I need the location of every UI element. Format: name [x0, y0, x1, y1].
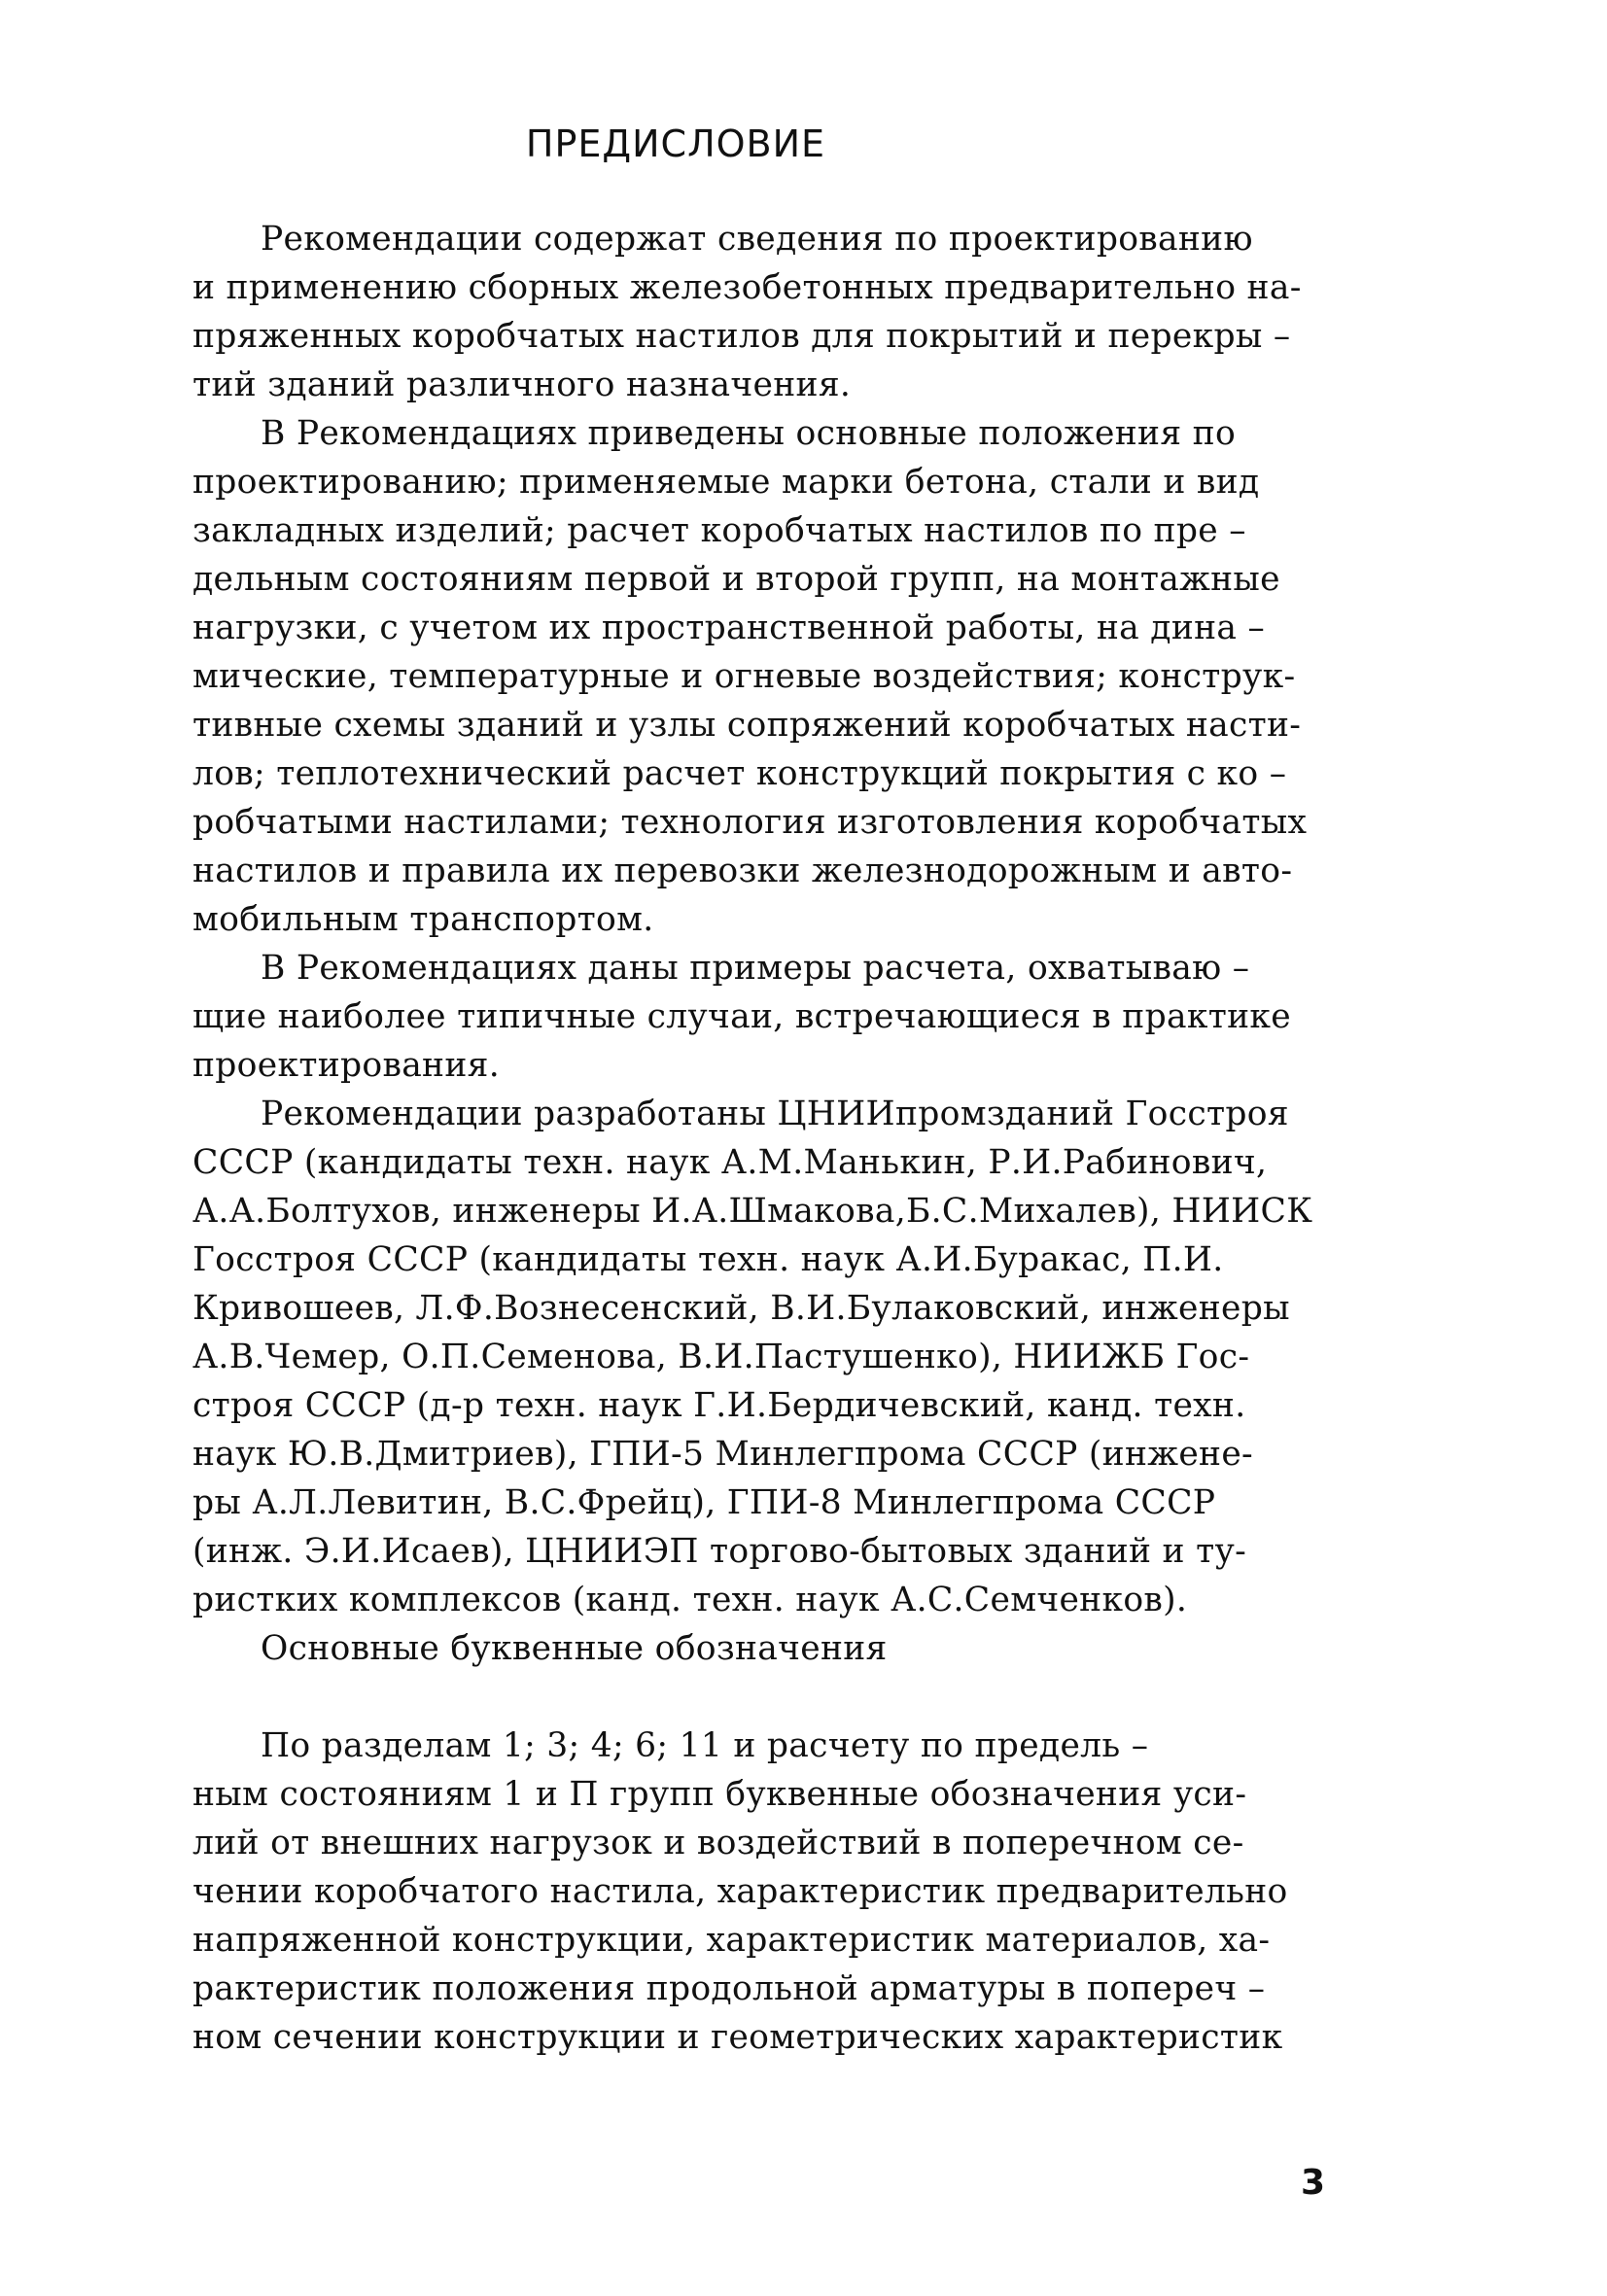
text-line: лий от внешних нагрузок и воздействий в поперечном се-: [192, 1824, 1244, 1862]
text-line: мические, температурные и огневые воздействия; конструк-: [192, 657, 1296, 696]
text-line: проектирования.: [192, 1046, 500, 1085]
text-line: ристких комплексов (канд. техн. наук А.С.Семченков).: [192, 1581, 1188, 1619]
text-line: По разделам 1; 3; 4; 6; 11 и расчету по предель –: [261, 1726, 1149, 1765]
text-line: и применению сборных железобетонных предварительно на-: [192, 268, 1302, 307]
text-line: рактеристик положения продольной арматуры в попереч –: [192, 1969, 1266, 2008]
page-heading: ПРЕДИСЛОВИЕ: [525, 122, 826, 165]
text-line: Госстроя СССР (кандидаты техн. наук А.И.Буракас, П.И.: [192, 1240, 1224, 1279]
text-line: закладных изделий; расчет коробчатых настилов по пре –: [192, 511, 1246, 550]
text-line: щие наиболее типичные случаи, встречающиеся в практике: [192, 997, 1291, 1036]
text-line: (инж. Э.И.Исаев), ЦНИИЭП торгово-бытовых зданий и ту-: [192, 1532, 1247, 1571]
text-line: ры А.Л.Левитин, В.С.Фрейц), ГПИ-8 Минлегпрома СССР: [192, 1483, 1216, 1522]
text-line: настилов и правила их перевозки железнодорожным и авто-: [192, 852, 1293, 890]
text-line: А.А.Болтухов, инженеры И.А.Шмакова,Б.С.Михалев), НИИСК: [192, 1192, 1313, 1231]
text-line: нагрузки, с учетом их пространственной работы, на дина –: [192, 609, 1266, 647]
text-line: тивные схемы зданий и узлы сопряжений коробчатых насти-: [192, 706, 1302, 745]
text-line: тий зданий различного назначения.: [192, 365, 852, 404]
page-number: 3: [1301, 2163, 1326, 2203]
text-line: дельным состояниям первой и второй групп, на монтажные: [192, 560, 1280, 599]
text-line: В Рекомендациях приведены основные положения по: [261, 414, 1237, 453]
text-line: Кривошеев, Л.Ф.Вознесенский, В.И.Булаковский, инженеры: [192, 1289, 1290, 1328]
text-line: А.В.Чемер, О.П.Семенова, В.И.Пастушенко), НИИЖБ Гос-: [192, 1338, 1250, 1376]
text-line: В Рекомендациях даны примеры расчета, охватываю –: [261, 949, 1250, 988]
text-line: напряженной конструкции, характеристик материалов, ха-: [192, 1921, 1271, 1960]
text-line: Рекомендации содержат сведения по проектированию: [261, 220, 1253, 259]
text-line: проектированию; применяемые марки бетона, стали и вид: [192, 463, 1260, 502]
text-line: ным состояниям 1 и П групп буквенные обозначения уси-: [192, 1775, 1247, 1814]
text-line: мобильным транспортом.: [192, 900, 654, 939]
text-line: Рекомендации разработаны ЦНИИпромзданий Госстроя: [261, 1095, 1289, 1133]
text-line: пряженных коробчатых настилов для покрытий и перекры –: [192, 317, 1291, 356]
text-line: ном сечении конструкции и геометрических характеристик: [192, 2018, 1283, 2057]
text-line: лов; теплотехнический расчет конструкций покрытия с ко –: [192, 754, 1287, 793]
text-line: чении коробчатого настила, характеристик предварительно: [192, 1872, 1288, 1911]
text-line: Основные буквенные обозначения: [261, 1629, 888, 1668]
text-line: робчатыми настилами; технология изготовления коробчатых: [192, 803, 1308, 842]
text-line: строя СССР (д-р техн. наук Г.И.Бердичевский, канд. техн.: [192, 1386, 1246, 1425]
text-line: СССР (кандидаты техн. наук А.М.Манькин, Р.И.Рабинович,: [192, 1143, 1268, 1182]
text-line: наук Ю.В.Дмитриев), ГПИ-5 Минлегпрома СССР (инжене-: [192, 1435, 1253, 1474]
